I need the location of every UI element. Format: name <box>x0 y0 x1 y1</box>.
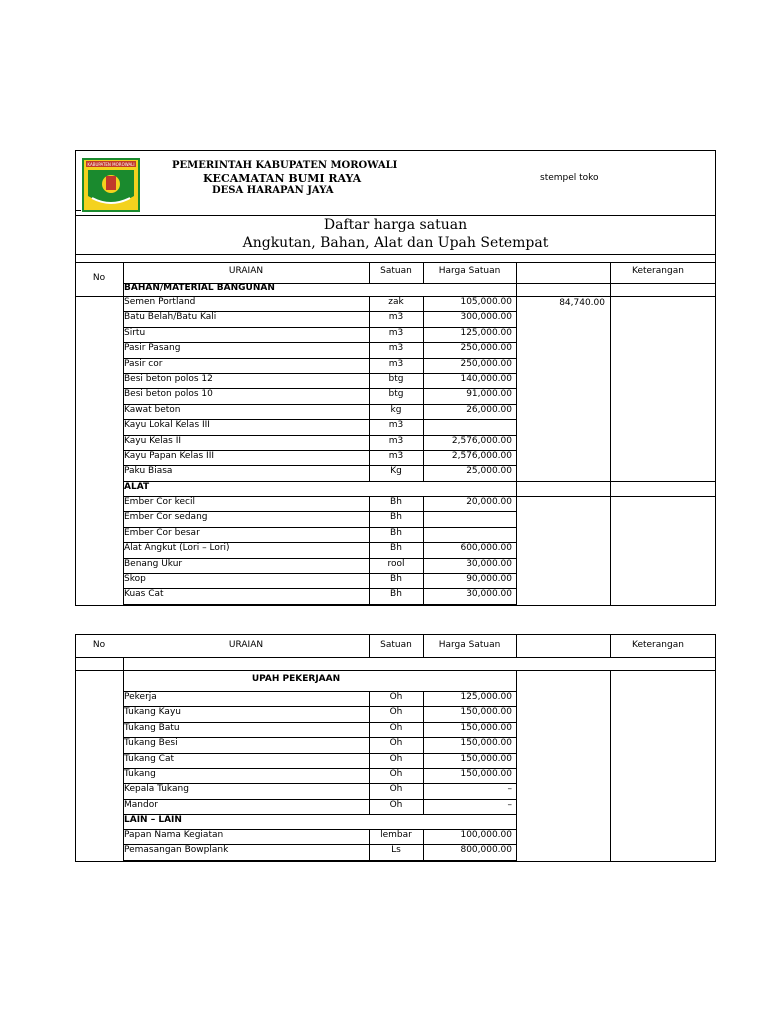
item-price: 100,000.00 <box>460 830 512 840</box>
item-unit: Bh <box>390 527 402 538</box>
item-unit: m3 <box>388 312 404 323</box>
item-name: Ember Cor kecil <box>124 497 195 507</box>
item-name: Pekerja <box>124 692 157 702</box>
item-unit: Oh <box>389 799 403 810</box>
item-unit: Oh <box>389 707 403 718</box>
item-unit: Bh <box>390 543 402 554</box>
item-price: – <box>507 799 512 810</box>
col-keterangan-2: Keterangan <box>632 640 684 650</box>
item-unit: Kg <box>390 466 402 477</box>
item-name: Kepala Tukang <box>124 784 189 795</box>
item-unit: Oh <box>389 738 403 749</box>
item-name: Kuas Cat <box>124 589 164 600</box>
item-price: 140,000.00 <box>460 374 512 384</box>
item-price: 125,000.00 <box>460 327 512 338</box>
bahan-extra-value: 84,740.00 <box>559 298 605 308</box>
item-name: Paku Biasa <box>124 466 173 477</box>
item-name: Ember Cor sedang <box>124 512 208 523</box>
item-unit: Oh <box>389 692 403 702</box>
item-unit: lembar <box>380 830 412 840</box>
item-unit: Oh <box>389 784 403 795</box>
item-name: Besi beton polos 10 <box>124 389 213 400</box>
item-price: 150,000.00 <box>460 738 512 749</box>
org-line-2: KECAMATAN BUMI RAYA <box>203 172 362 185</box>
item-price: 30,000.00 <box>466 589 512 600</box>
item-name: Semen Portland <box>124 297 196 307</box>
item-name: Sirtu <box>124 327 146 338</box>
regency-logo <box>82 158 140 212</box>
item-name: Tukang Cat <box>124 753 175 764</box>
item-price: 150,000.00 <box>460 769 512 779</box>
org-line-1: PEMERINTAH KABUPATEN MOROWALI <box>172 160 398 171</box>
col-no: No <box>92 273 106 283</box>
item-unit: m3 <box>388 343 404 354</box>
item-name: Pasir cor <box>124 358 163 369</box>
item-name: Tukang <box>124 769 156 779</box>
item-name: Pasir Pasang <box>124 343 181 354</box>
item-unit: Bh <box>390 589 402 600</box>
page-subtitle: Angkutan, Bahan, Alat dan Upah Setempat <box>242 235 549 251</box>
item-unit: m3 <box>388 420 404 431</box>
item-price: 90,000.00 <box>466 574 512 584</box>
col-satuan: Satuan <box>380 266 412 276</box>
item-price: – <box>507 784 512 795</box>
col-harga-2: Harga Satuan <box>438 640 501 650</box>
item-price: 125,000.00 <box>460 692 512 702</box>
item-price: 26,000.00 <box>466 404 512 415</box>
logo-text: KABUPATEN MOROWALI <box>87 162 135 167</box>
item-price: 30,000.00 <box>466 558 512 569</box>
item-unit: Bh <box>390 574 402 584</box>
item-price: 91,000.00 <box>466 389 512 400</box>
col-no-2: No <box>92 640 106 650</box>
item-price: 25,000.00 <box>466 466 512 477</box>
item-name: Mandor <box>124 799 158 810</box>
col-harga: Harga Satuan <box>438 266 501 276</box>
item-name: Besi beton polos 12 <box>124 374 213 384</box>
item-price: 250,000.00 <box>460 358 512 369</box>
item-unit: Oh <box>389 753 403 764</box>
item-name: Pemasangan Bowplank <box>124 845 229 856</box>
item-unit: Bh <box>390 497 402 507</box>
item-unit: Bh <box>390 512 402 523</box>
item-unit: btg <box>388 389 404 400</box>
item-price: 300,000.00 <box>460 312 512 323</box>
page-title: Daftar harga satuan <box>323 217 468 233</box>
item-unit: m3 <box>388 327 404 338</box>
item-name: Kayu Kelas II <box>124 435 182 446</box>
section-alat: ALAT <box>124 482 150 492</box>
item-unit: btg <box>388 374 404 384</box>
item-price: 600,000.00 <box>460 543 512 554</box>
col-satuan-2: Satuan <box>380 640 412 650</box>
item-name: Batu Belah/Batu Kali <box>124 312 217 323</box>
item-price: 2,576,000.00 <box>451 451 512 461</box>
col-keterangan: Keterangan <box>632 266 684 276</box>
item-name: Kayu Papan Kelas III <box>124 451 214 461</box>
item-price: 250,000.00 <box>460 343 512 354</box>
item-unit: m3 <box>388 451 404 461</box>
item-unit: Oh <box>389 722 403 733</box>
item-unit: rool <box>387 558 405 569</box>
item-name: Kayu Lokal Kelas III <box>124 420 210 431</box>
item-price: 150,000.00 <box>460 753 512 764</box>
section-upah: UPAH PEKERJAAN <box>251 674 341 684</box>
item-name: Tukang Besi <box>124 738 178 749</box>
item-name: Alat Angkut (Lori – Lori) <box>124 543 230 554</box>
item-price: 150,000.00 <box>460 707 512 718</box>
section-bahan: BAHAN/MATERIAL BANGUNAN <box>124 283 275 293</box>
org-line-3: DESA HARAPAN JAYA <box>212 185 334 196</box>
item-price: 150,000.00 <box>460 722 512 733</box>
item-unit: m3 <box>388 435 404 446</box>
section-lain: LAIN – LAIN <box>124 815 182 825</box>
item-unit: kg <box>390 404 402 415</box>
item-price: 800,000.00 <box>460 845 512 856</box>
item-unit: zak <box>388 297 404 307</box>
item-price: 2,576,000.00 <box>451 435 512 446</box>
item-price: 105,000.00 <box>460 297 512 307</box>
item-name: Tukang Kayu <box>124 707 181 718</box>
item-name: Benang Ukur <box>124 558 183 569</box>
item-name: Papan Nama Kegiatan <box>124 830 224 840</box>
item-unit: m3 <box>388 358 404 369</box>
item-unit: Oh <box>389 769 403 779</box>
col-uraian-2: URAIAN <box>228 640 264 650</box>
item-name: Kawat beton <box>124 404 181 415</box>
item-price: 20,000.00 <box>466 497 512 507</box>
item-unit: Ls <box>391 845 401 856</box>
item-name: Ember Cor besar <box>124 527 200 538</box>
item-name: Tukang Batu <box>124 722 180 733</box>
col-uraian: URAIAN <box>228 266 264 276</box>
stamp-label: stempel toko <box>540 173 599 183</box>
item-name: Skop <box>124 574 146 584</box>
